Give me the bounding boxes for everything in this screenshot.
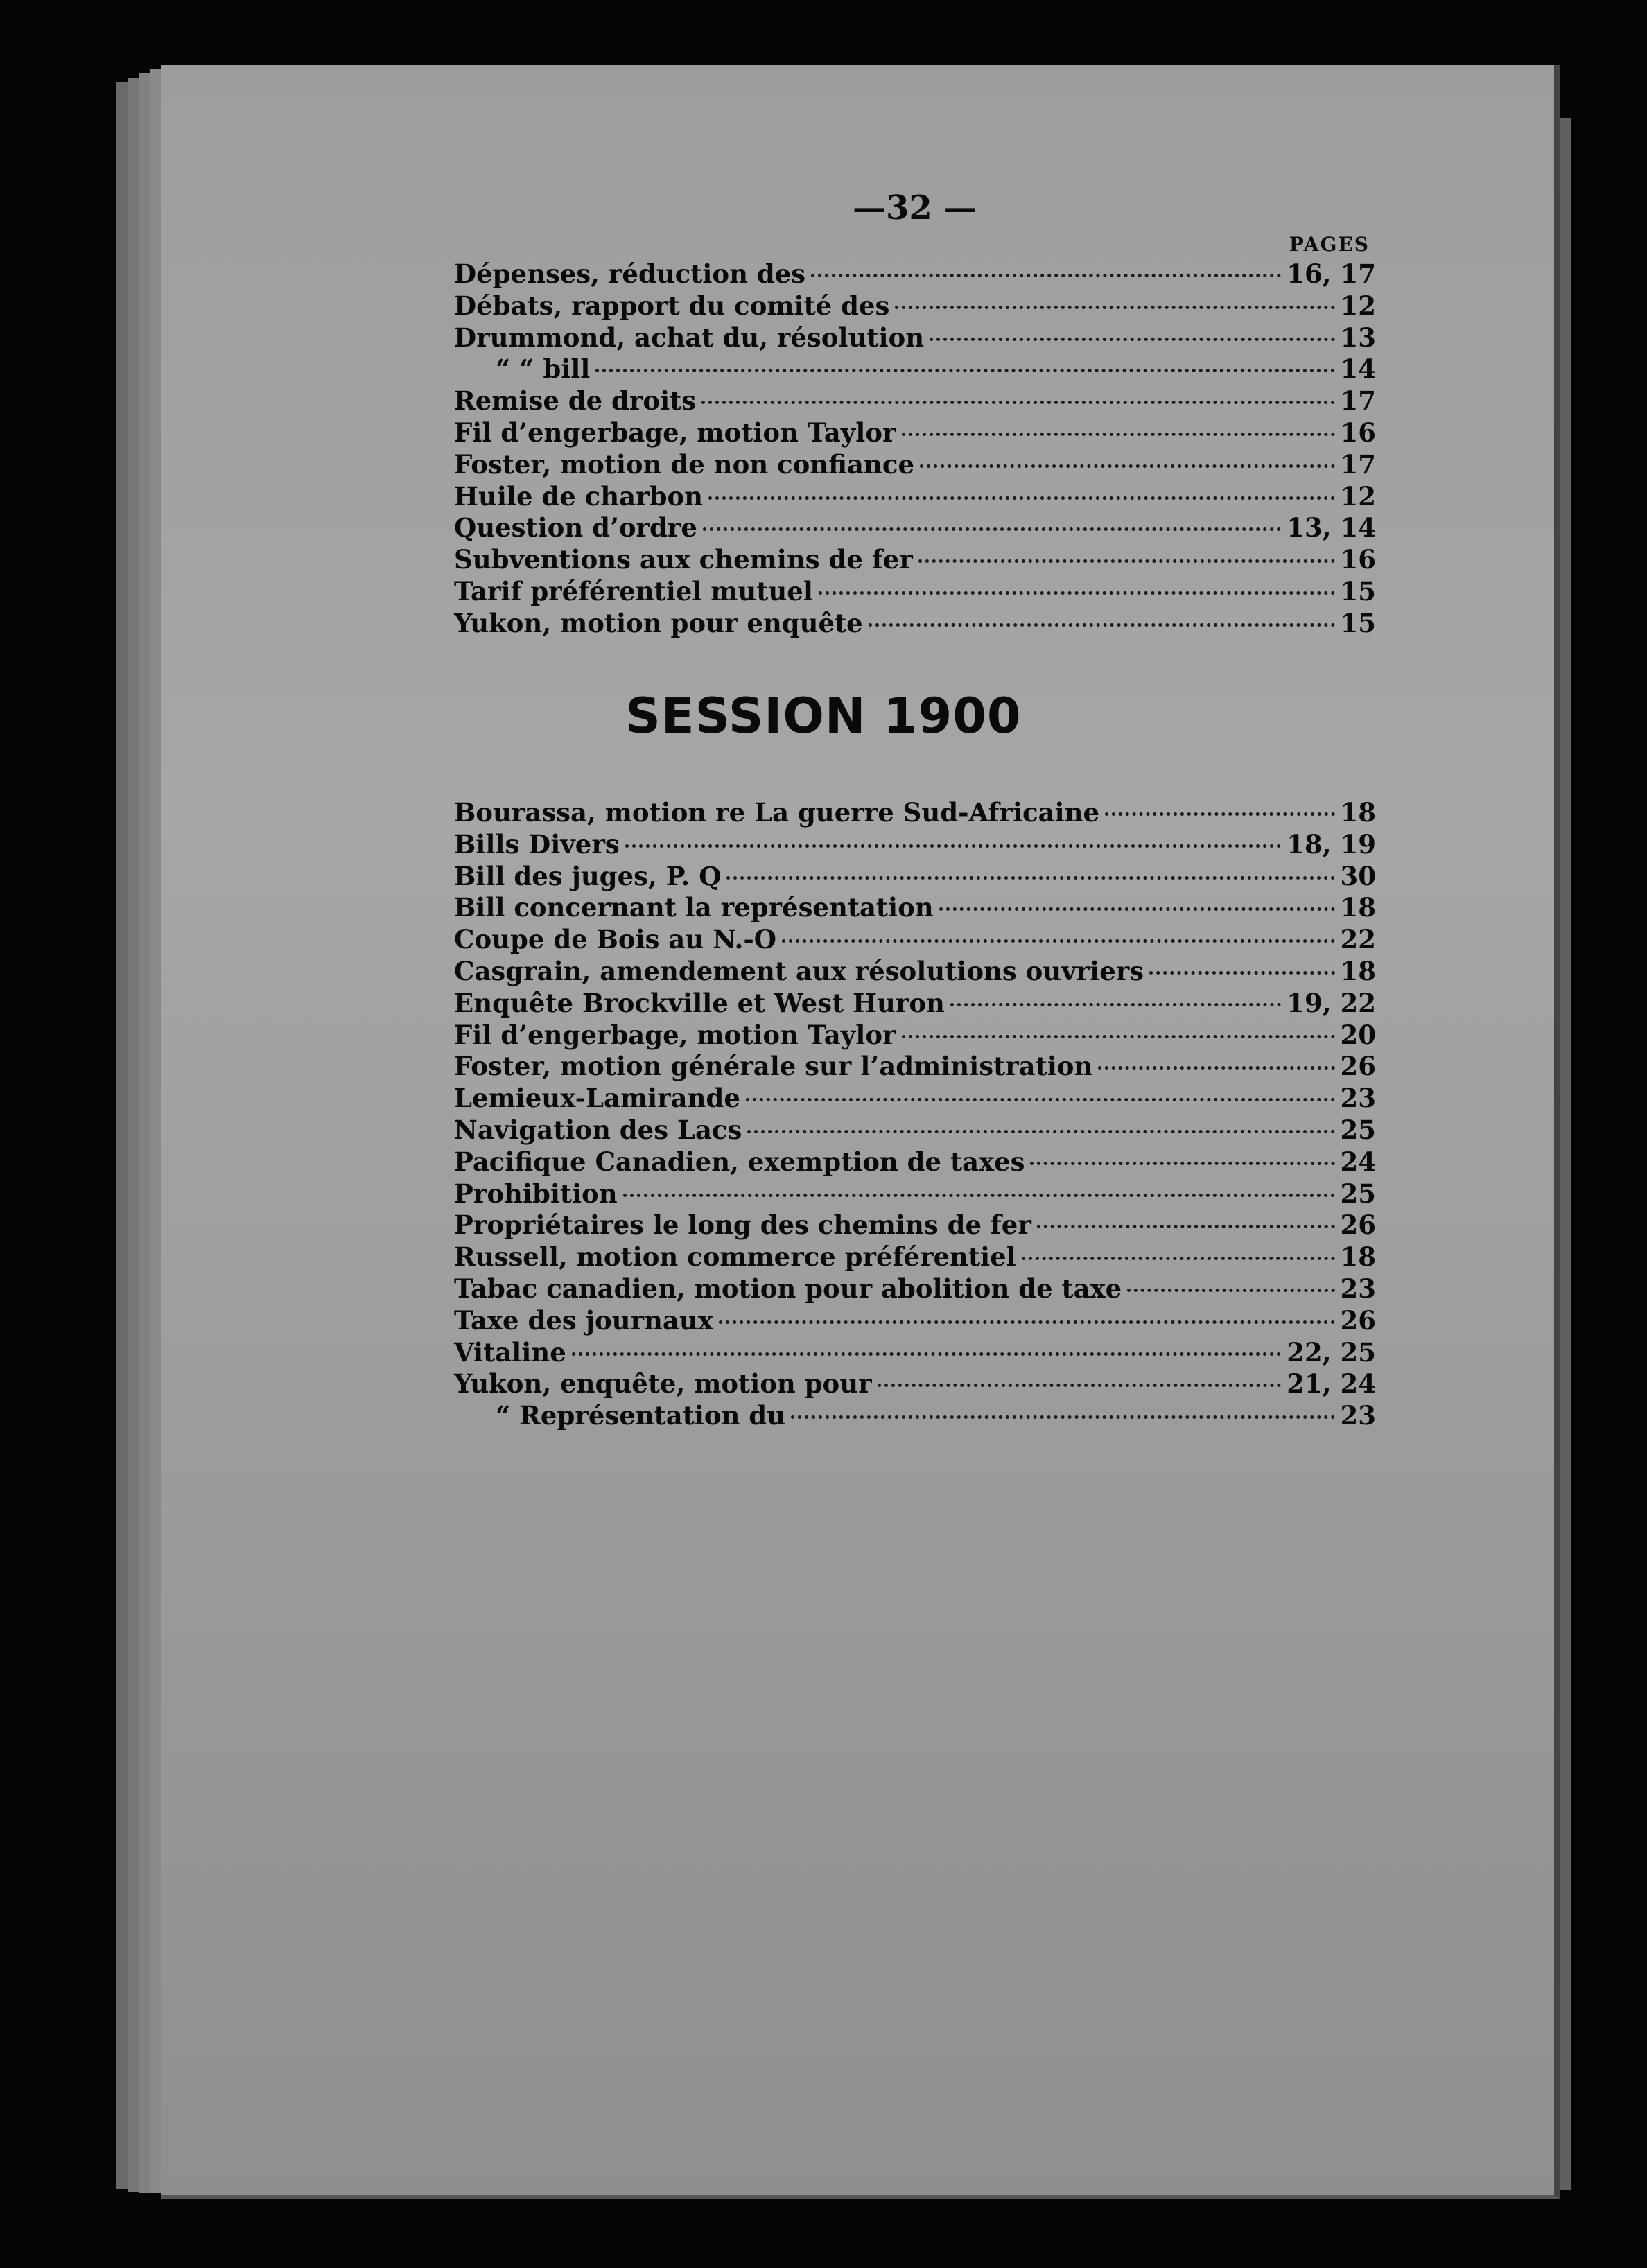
section-title: SESSION 1900 bbox=[625, 688, 1022, 744]
entry-label: Huile de charbon bbox=[454, 480, 704, 512]
entry-pages: 15 bbox=[1340, 607, 1376, 638]
index-entry bbox=[454, 576, 1376, 608]
dot-leader bbox=[572, 1352, 1282, 1356]
entry-label: Subventions aux chemins de fer bbox=[454, 544, 913, 575]
entry-pages: 18 bbox=[1340, 892, 1376, 923]
index-entry bbox=[454, 385, 1376, 417]
index-entry bbox=[454, 1051, 1376, 1083]
index-entry bbox=[454, 1210, 1376, 1241]
entry-pages: 25 bbox=[1340, 1178, 1376, 1209]
dot-leader bbox=[708, 496, 1334, 500]
index-entry bbox=[454, 1241, 1376, 1273]
dot-leader bbox=[595, 369, 1334, 372]
entry-label: Bill des juges, P. Q bbox=[454, 860, 722, 891]
entry-pages: 20 bbox=[1340, 1019, 1376, 1050]
dot-leader bbox=[869, 623, 1335, 627]
entry-pages: 18, 19 bbox=[1287, 828, 1376, 860]
entry-label: Question d’ordre bbox=[454, 512, 697, 543]
dot-leader bbox=[902, 433, 1335, 436]
index-entry bbox=[454, 290, 1376, 322]
dot-leader bbox=[902, 1035, 1335, 1038]
entry-pages: 24 bbox=[1340, 1146, 1376, 1177]
dot-leader bbox=[1030, 1162, 1334, 1165]
index-entry bbox=[454, 988, 1376, 1020]
dot-leader bbox=[623, 1194, 1335, 1197]
index-entry bbox=[454, 544, 1376, 576]
entry-label: Enquête Brockville et West Huron bbox=[454, 987, 945, 1018]
dot-leader bbox=[819, 591, 1335, 595]
index-entry bbox=[454, 1083, 1376, 1115]
entry-pages: 16 bbox=[1340, 417, 1376, 448]
entry-label: Pacifique Canadien, exemption de taxes bbox=[454, 1146, 1025, 1177]
dot-leader bbox=[719, 1320, 1335, 1324]
index-entry bbox=[454, 1273, 1376, 1305]
entry-label: Foster, motion générale sur l’administration bbox=[454, 1051, 1093, 1082]
index-entry bbox=[454, 797, 1376, 829]
entry-pages: 22 bbox=[1340, 924, 1376, 955]
dot-leader bbox=[747, 1130, 1334, 1133]
entry-pages: 12 bbox=[1340, 480, 1376, 512]
dot-leader bbox=[920, 464, 1335, 468]
entry-label: Yukon, enquête, motion pour bbox=[454, 1368, 872, 1399]
entry-label: Bourassa, motion re La guerre Sud-Africaine bbox=[454, 797, 1100, 828]
entry-pages: 22, 25 bbox=[1287, 1336, 1376, 1368]
dot-leader bbox=[939, 907, 1335, 911]
index-entry bbox=[454, 259, 1376, 290]
dot-leader bbox=[782, 939, 1334, 943]
entry-pages: 23 bbox=[1340, 1083, 1376, 1114]
entry-pages: 15 bbox=[1340, 575, 1376, 607]
entry-label: Foster, motion de non confiance bbox=[454, 448, 914, 480]
index-entry bbox=[454, 892, 1376, 924]
dot-leader bbox=[918, 559, 1335, 563]
entry-pages: 12 bbox=[1340, 290, 1376, 321]
dot-leader bbox=[895, 306, 1334, 309]
index-entry bbox=[454, 861, 1376, 893]
dot-leader bbox=[746, 1098, 1335, 1101]
index-entry bbox=[454, 481, 1376, 513]
entry-label: Lemieux-Lamirande bbox=[454, 1083, 740, 1114]
index-entry bbox=[454, 1146, 1376, 1178]
dot-leader bbox=[1127, 1289, 1334, 1292]
entry-pages: 30 bbox=[1340, 860, 1376, 891]
index-entry bbox=[454, 512, 1376, 544]
entry-label: Vitaline bbox=[454, 1336, 566, 1368]
entry-pages: 18 bbox=[1340, 955, 1376, 986]
entry-pages: 23 bbox=[1340, 1400, 1376, 1431]
entry-label: Fil d’engerbage, motion Taylor bbox=[454, 1019, 896, 1050]
entry-pages: 13 bbox=[1340, 322, 1376, 353]
entry-label: Bill concernant la représentation bbox=[454, 892, 934, 923]
index-entry bbox=[454, 1020, 1376, 1052]
entry-pages: 18 bbox=[1340, 1241, 1376, 1273]
dot-leader bbox=[878, 1384, 1282, 1387]
index-entry bbox=[454, 1400, 1376, 1432]
entry-pages: 16 bbox=[1340, 544, 1376, 575]
index-entry bbox=[454, 449, 1376, 481]
index-entry bbox=[454, 608, 1376, 640]
entry-label: “ “ bill bbox=[496, 354, 591, 385]
dot-leader bbox=[1037, 1225, 1335, 1228]
dot-leader bbox=[1105, 812, 1334, 816]
entry-label: Tabac canadien, motion pour abolition de taxe bbox=[454, 1273, 1122, 1304]
entry-pages: 26 bbox=[1340, 1051, 1376, 1082]
page-number: —32 — bbox=[853, 189, 977, 227]
entry-label: Propriétaires le long des chemins de fer bbox=[454, 1210, 1031, 1241]
dot-leader bbox=[811, 274, 1281, 277]
index-entry bbox=[454, 1305, 1376, 1337]
entry-pages: 14 bbox=[1340, 354, 1376, 385]
index-entry bbox=[454, 1368, 1376, 1400]
index-list-session-prior bbox=[454, 259, 1376, 640]
entry-label: Russell, motion commerce préférentiel bbox=[454, 1241, 1016, 1273]
pages-column-label: PAGES bbox=[1289, 233, 1370, 256]
index-entry bbox=[454, 322, 1376, 354]
dot-leader bbox=[791, 1415, 1334, 1419]
dot-leader bbox=[702, 401, 1334, 404]
dot-leader bbox=[1098, 1066, 1334, 1070]
entry-label: Drummond, achat du, résolution bbox=[454, 322, 925, 353]
entry-pages: 23 bbox=[1340, 1273, 1376, 1304]
entry-pages: 16, 17 bbox=[1287, 259, 1376, 289]
entry-pages: 19, 22 bbox=[1287, 987, 1376, 1018]
index-list-session-1900 bbox=[454, 797, 1376, 1432]
entry-pages: 13, 14 bbox=[1287, 512, 1376, 543]
entry-label: Remise de droits bbox=[454, 385, 697, 417]
dot-leader bbox=[950, 1003, 1281, 1006]
entry-label: Taxe des journaux bbox=[454, 1305, 713, 1336]
entry-label: Fil d’engerbage, motion Taylor bbox=[454, 417, 896, 448]
index-entry bbox=[454, 1178, 1376, 1210]
entry-pages: 17 bbox=[1340, 448, 1376, 480]
entry-label: Casgrain, amendement aux résolutions ouvriers bbox=[454, 955, 1144, 986]
entry-label: Yukon, motion pour enquête bbox=[454, 607, 863, 638]
index-entry bbox=[454, 1115, 1376, 1146]
index-entry bbox=[454, 354, 1376, 385]
entry-pages: 26 bbox=[1340, 1210, 1376, 1241]
index-entry bbox=[454, 829, 1376, 861]
dot-leader bbox=[625, 844, 1282, 848]
dot-leader bbox=[930, 338, 1334, 341]
entry-label: Bills Divers bbox=[454, 828, 620, 860]
index-entry bbox=[454, 956, 1376, 988]
entry-pages: 17 bbox=[1340, 385, 1376, 417]
entry-label: Navigation des Lacs bbox=[454, 1114, 742, 1145]
dot-leader bbox=[1022, 1257, 1335, 1260]
entry-pages: 21, 24 bbox=[1287, 1368, 1376, 1399]
entry-label: Débats, rapport du comité des bbox=[454, 290, 890, 321]
entry-label: “ Représentation du bbox=[496, 1400, 786, 1431]
entry-label: Dépenses, réduction des bbox=[454, 259, 806, 289]
entry-pages: 26 bbox=[1340, 1305, 1376, 1336]
entry-label: Prohibition bbox=[454, 1178, 618, 1209]
dot-leader bbox=[726, 876, 1334, 880]
dot-leader bbox=[703, 527, 1281, 531]
entry-pages: 25 bbox=[1340, 1114, 1376, 1145]
index-entry bbox=[454, 417, 1376, 449]
entry-pages: 18 bbox=[1340, 797, 1376, 828]
index-entry bbox=[454, 924, 1376, 956]
entry-label: Coupe de Bois au N.-O bbox=[454, 924, 777, 955]
entry-label: Tarif préférentiel mutuel bbox=[454, 575, 813, 607]
index-entry bbox=[454, 1337, 1376, 1369]
dot-leader bbox=[1149, 971, 1334, 975]
